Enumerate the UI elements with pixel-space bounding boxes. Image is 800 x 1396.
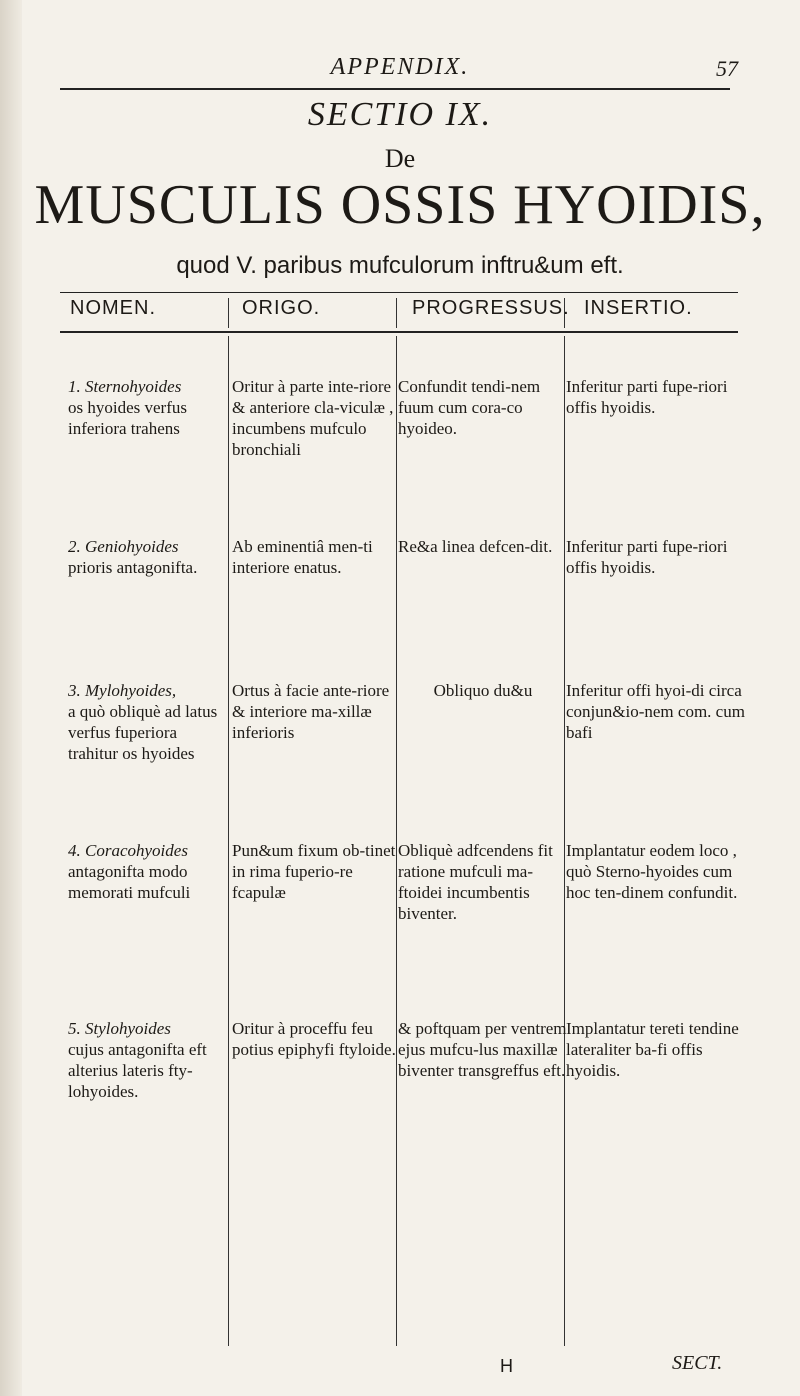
muscle-name: 3. Mylohyoides, xyxy=(68,681,177,700)
table-row-origo: Oritur à proceffu feu potius epiphyfi ftyloide. xyxy=(232,1019,396,1059)
header-origo: ORIGO. xyxy=(242,297,321,319)
muscle-name: 2. Geniohyoides xyxy=(68,537,179,556)
muscle-description: cujus antagonifta eft alterius lateris fty-lohyoides. xyxy=(68,1040,207,1101)
column-divider xyxy=(396,298,397,328)
table-row-nomen xyxy=(68,680,218,764)
table-row-origo: Ab eminentiâ men-ti interiore enatus. xyxy=(232,537,373,577)
header-progressus: PROGRESSUS. xyxy=(412,297,570,319)
table-row-progressus: Confundit tendi-nem fuum cum cora-co hyoideo. xyxy=(398,377,541,438)
page-number: 57 xyxy=(716,56,738,81)
table-row-nomen xyxy=(68,376,218,439)
muscle-description: a quò obliquè ad latus verfus fuperiora trahitur os hyoides xyxy=(68,702,218,763)
table-header xyxy=(0,297,800,331)
muscle-name: 1. Sternohyoides xyxy=(68,377,182,396)
muscle-description: prioris antagonifta. xyxy=(68,558,198,577)
table-row-origo: Oritur à parte inte-riore & anteriore cla-viculæ , incumbens mufculo bronchiali xyxy=(232,377,394,459)
title-preposition: De xyxy=(384,144,416,173)
muscle-name: 5. Stylohyoides xyxy=(68,1019,171,1038)
table-row-nomen xyxy=(68,840,218,903)
section-label: SECTIO IX. xyxy=(307,96,493,133)
column-divider xyxy=(228,298,229,328)
page-title: MUSCULIS OSSIS HYOIDIS, xyxy=(34,174,766,236)
muscle-description: os hyoides verfus inferiora trahens xyxy=(68,398,187,438)
column-divider xyxy=(228,336,229,1346)
table-row-nomen xyxy=(68,1018,218,1102)
running-head xyxy=(0,54,800,84)
catchword: SECT. xyxy=(672,1352,723,1374)
table-row-insertio: Inferitur offi hyoi-di circa conjun&io-nem com. cum bafi xyxy=(566,681,745,742)
column-divider xyxy=(564,298,565,328)
running-head-title: APPENDIX. xyxy=(330,54,470,80)
table-row-origo: Pun&um fixum ob-tinet in rima fuperio-re fcapulæ xyxy=(232,841,396,902)
table-row-insertio: Implantatur eodem loco , quò Sterno-hyoides cum hoc ten-dinem confundit. xyxy=(566,841,738,902)
signature-mark: H xyxy=(500,1356,513,1376)
table-header-rule xyxy=(60,331,738,333)
header-nomen: NOMEN. xyxy=(70,297,156,319)
table-row-insertio: Inferitur parti fupe-riori offis hyoidis. xyxy=(566,377,728,417)
table-row-progressus: Obliquo du&u xyxy=(433,681,533,700)
muscle-description: antagonifta modo memorati mufculi xyxy=(68,862,191,902)
table-row-nomen xyxy=(68,536,218,578)
table-row-insertio: Inferitur parti fupe-riori offis hyoidis. xyxy=(566,537,728,577)
page-subtitle: quod V. paribus mufculorum inftru&um eft. xyxy=(176,252,624,279)
table-row-insertio: Implantatur tereti tendine lateraliter ba-fi offis hyoidis. xyxy=(566,1019,739,1080)
table-row-progressus: & poftquam per ventrem ejus mufcu-lus maxillæ biventer transgreffus eft. xyxy=(398,1019,567,1080)
header-insertio: INSERTIO. xyxy=(584,297,693,319)
table-row-origo: Ortus à facie ante-riore & interiore ma-xillæ inferioris xyxy=(232,681,390,742)
table-top-rule xyxy=(60,292,738,293)
header-rule xyxy=(60,88,730,90)
muscle-name: 4. Coracohyoides xyxy=(68,841,188,860)
table-row-progressus: Obliquè adfcendens fit ratione mufculi ma-ftoidei incumbentis biventer. xyxy=(398,841,553,923)
table-row-progressus: Re&a linea defcen-dit. xyxy=(398,537,553,556)
